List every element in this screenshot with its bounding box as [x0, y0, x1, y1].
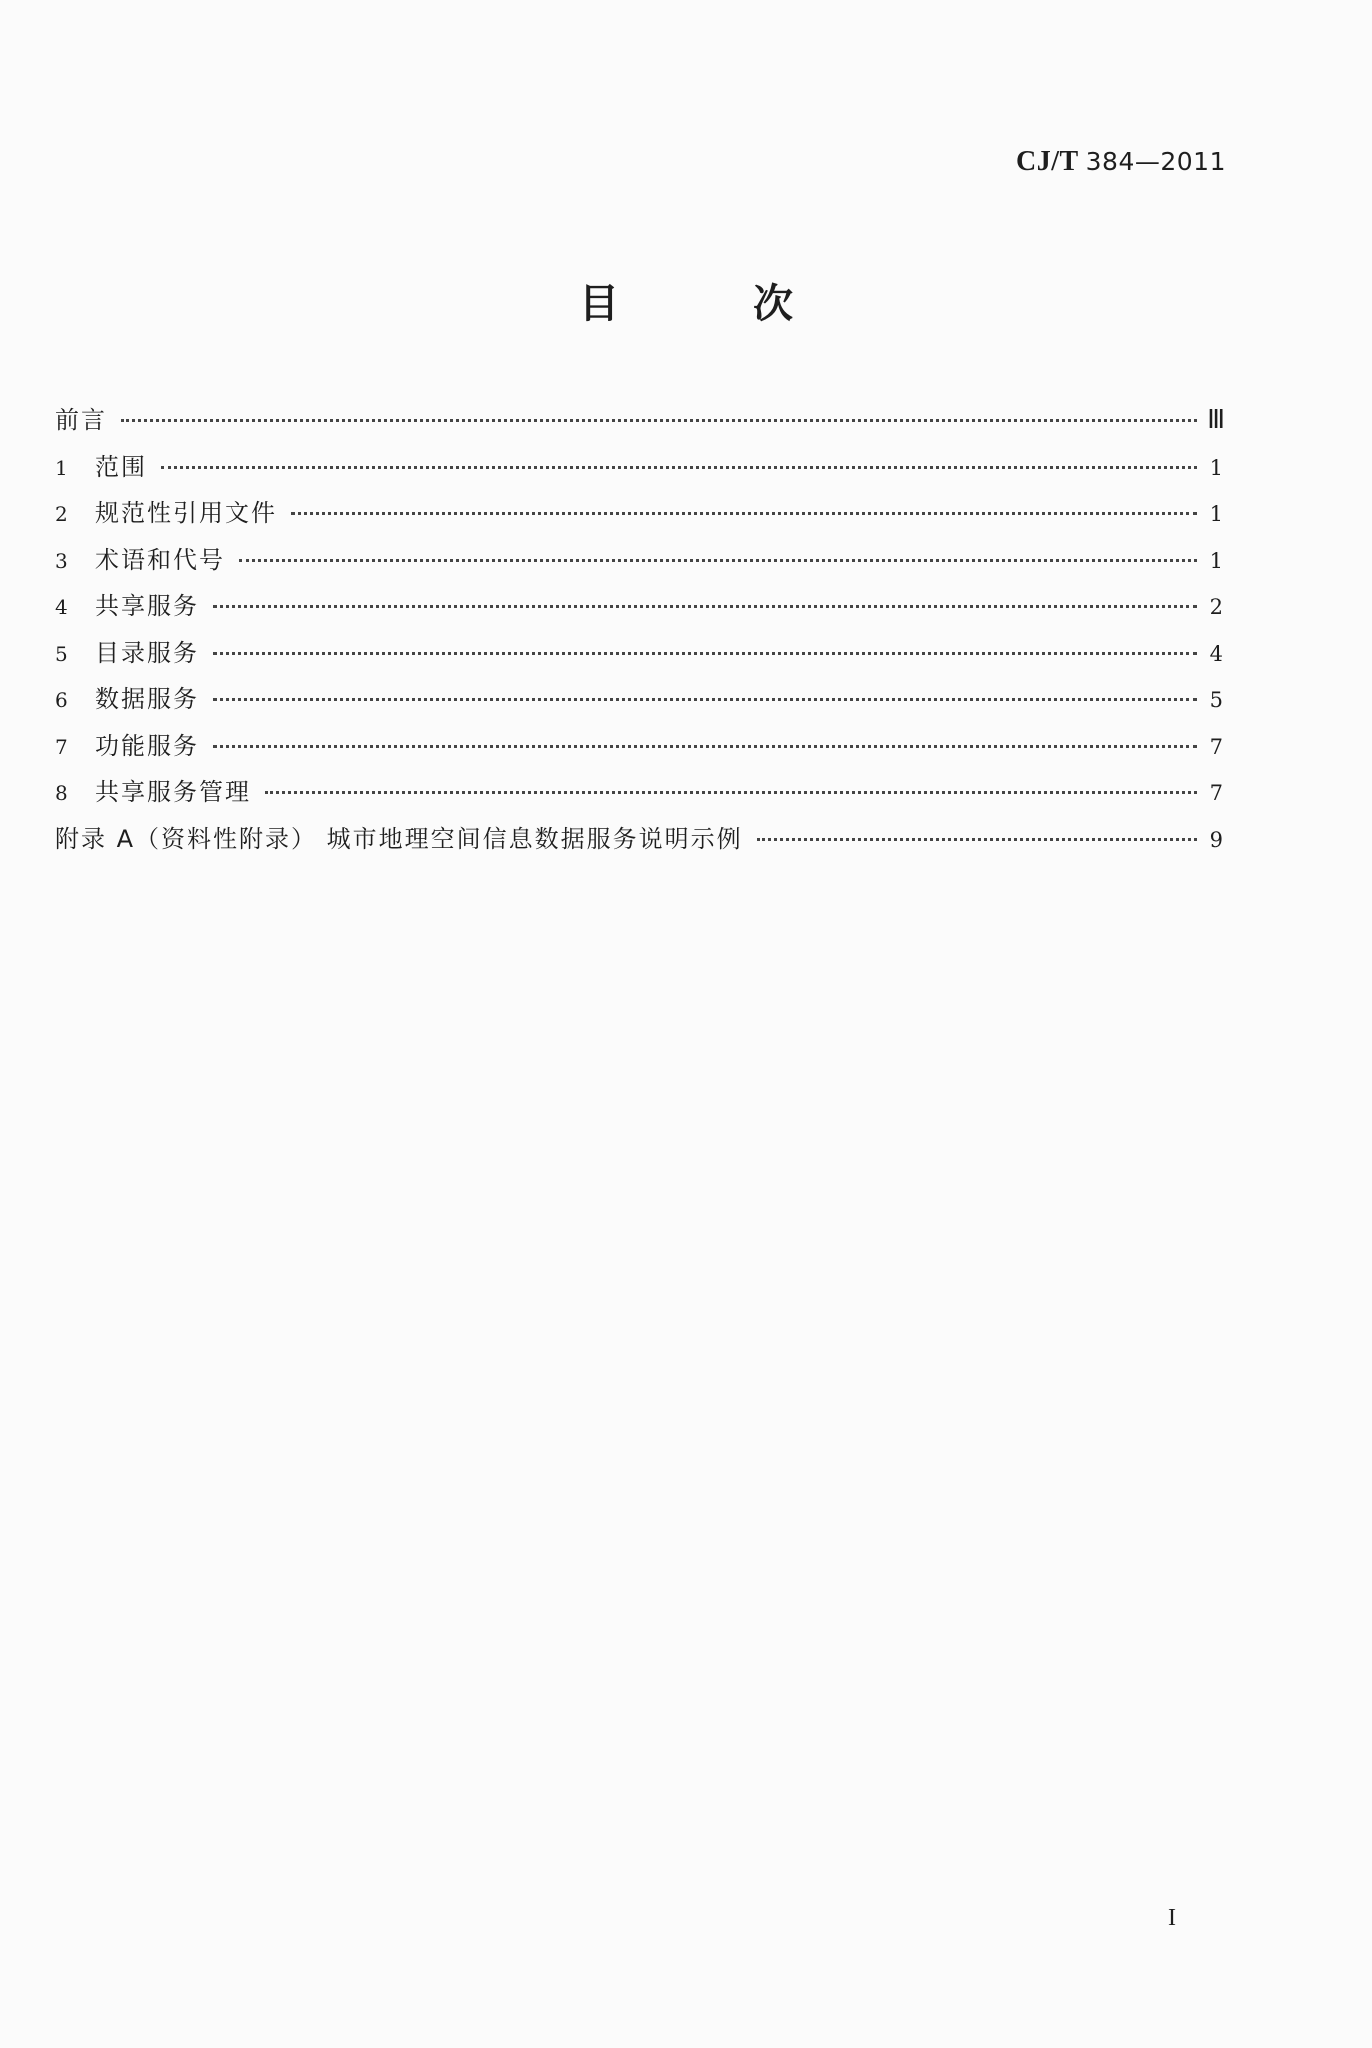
toc-entry-page: 2 [1209, 595, 1223, 619]
toc-entry-title: 规范性引用文件 [95, 499, 277, 527]
toc-entry-page: 7 [1209, 781, 1223, 805]
toc-entry-number: 2 [55, 502, 68, 526]
table-of-contents [55, 400, 1223, 865]
standard-code-number: 384—2011 [1085, 147, 1226, 176]
toc-entry-title: 功能服务 [95, 731, 199, 760]
toc-leader-dots [213, 652, 1197, 655]
toc-entry-page: 1 [1209, 502, 1223, 526]
toc-entry-page: Ⅲ [1207, 405, 1223, 434]
toc-entry-page: 9 [1209, 827, 1223, 852]
toc-entry-page: 4 [1209, 641, 1223, 666]
toc-entry-number: 8 [55, 781, 68, 805]
toc-entry-number: 4 [55, 595, 68, 619]
standard-code-prefix: CJ/T [1015, 146, 1079, 177]
toc-entry-page: 1 [1209, 455, 1223, 480]
toc-entry-3[interactable] [55, 540, 1223, 587]
toc-leader-dots [239, 559, 1197, 562]
toc-entry-1[interactable] [55, 447, 1223, 494]
toc-leader-dots [757, 838, 1197, 841]
toc-entry-page: 7 [1209, 734, 1223, 759]
toc-entry-title: 范围 [95, 452, 147, 481]
toc-leader-dots [265, 791, 1197, 794]
toc-entry-7[interactable] [55, 726, 1223, 773]
toc-leader-dots [213, 698, 1197, 701]
toc-entry-title: 术语和代号 [95, 545, 225, 574]
toc-title: 目 次 [579, 281, 853, 327]
toc-entry-page: 1 [1209, 548, 1223, 573]
toc-leader-dots [213, 745, 1197, 748]
toc-leader-dots [291, 512, 1197, 515]
toc-entry-2[interactable] [55, 493, 1223, 540]
standard-code [1016, 146, 1226, 178]
toc-entry-number: 3 [55, 548, 68, 573]
toc-entry-8[interactable] [55, 772, 1223, 819]
toc-leader-dots [161, 466, 1197, 469]
page-number: I [1168, 1905, 1176, 1931]
toc-entry-page: 5 [1209, 688, 1223, 712]
toc-entry-foreword[interactable] [55, 400, 1223, 447]
toc-entry-number: 6 [55, 688, 68, 712]
toc-entry-title: 附录 A（资料性附录） 城市地理空间信息数据服务说明示例 [55, 824, 743, 853]
toc-entry-number: 1 [55, 455, 68, 480]
toc-entry-title: 前言 [55, 406, 107, 434]
toc-entry-number: 7 [55, 734, 68, 759]
toc-entry-4[interactable] [55, 586, 1223, 633]
toc-entry-title: 数据服务 [95, 685, 199, 713]
toc-leader-dots [121, 419, 1197, 422]
toc-entry-title: 共享服务 [95, 592, 199, 620]
toc-entry-title: 目录服务 [95, 638, 199, 667]
toc-entry-5[interactable] [55, 633, 1223, 680]
toc-entry-title: 共享服务管理 [95, 778, 251, 806]
toc-leader-dots [213, 605, 1197, 608]
toc-entry-6[interactable] [55, 679, 1223, 726]
toc-entry-number: 5 [55, 641, 68, 666]
toc-entry-appendix-a[interactable] [55, 819, 1223, 866]
